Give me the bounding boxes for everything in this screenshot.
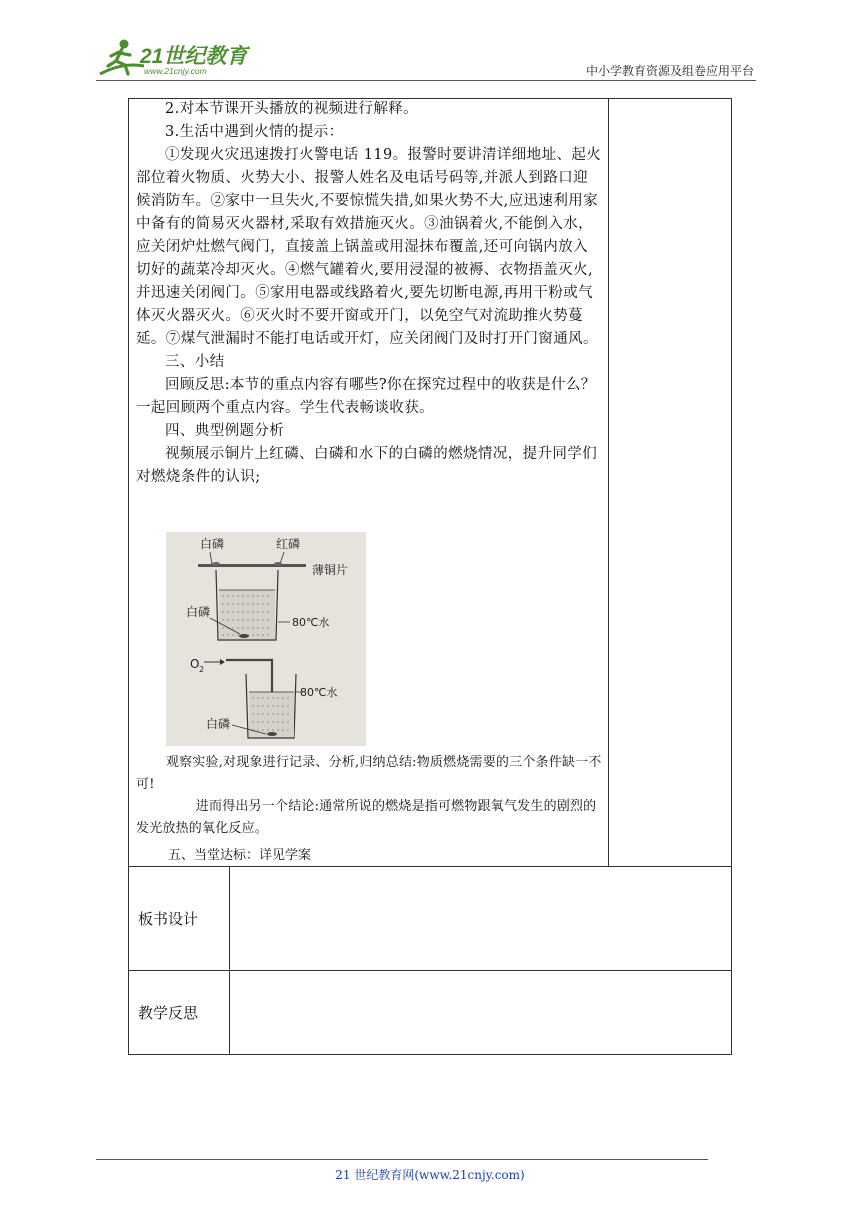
platform-name: 中小学教育资源及组卷应用平台 bbox=[585, 64, 754, 78]
paragraph: 回顾反思:本节的重点内容有哪些?你在探究过程中的收获是什么？一起回顾两个重点内容。学生代表畅谈收获。 bbox=[136, 377, 596, 416]
column-divider bbox=[229, 866, 230, 1055]
figure-label: 80℃水 bbox=[292, 616, 330, 629]
figure-label: 红磷 bbox=[276, 537, 301, 551]
figure-label: 白磷 bbox=[200, 537, 225, 551]
figure-label: O bbox=[190, 657, 200, 671]
figure-label: 薄铜片 bbox=[312, 563, 349, 577]
site-logo bbox=[92, 36, 262, 80]
header-divider bbox=[96, 80, 756, 81]
figure-label: 2 bbox=[199, 665, 205, 674]
paragraph: 观察实验,对现象进行记录、分析,归纳总结:物质燃烧需要的三个条件缺一不可! bbox=[136, 755, 602, 792]
reflection-label: 教学反思 bbox=[138, 1004, 199, 1022]
paragraph: 3.生活中遇到火情的提示： bbox=[165, 124, 344, 140]
paragraph: 进而得出另一个结论:通常所说的燃烧是指可燃物跟氧气发生的剧烈的发光放热的氧化反应。 bbox=[136, 799, 597, 836]
lesson-content bbox=[136, 98, 602, 489]
observation-text bbox=[136, 752, 606, 840]
row-divider bbox=[128, 970, 732, 971]
paragraph: ①发现火灾迅速拨打火警电话 119。报警时要讲清详细地址、起火部位着火物质、火势大小、报警人姓名及电话号码等,并派人到路口迎候消防车。②家中一旦失火,不要惊慌失措,如果火势不大,应迅速利用家中备有的简易灭火器材,采取有效措施灭火。③油锅着火,不能倒入水，应关闭炉灶燃气阀门，直接盖上锅盖或用湿抹布覆盖,还可向锅内放入切好的蔬菜冷却灭火。④燃气罐着火,要用浸湿的被褥、衣物捂盖灭火,并迅速关闭阀门。⑤家用电器或线路着火,要先切断电源,再用干粉或气体灭火器灭火。⑥灭火时不要开窗或开门，以免空气对流助推火势蔓延。⑦煤气泄漏时不能打电话或开灯，应关闭阀门及时打开门窗通风。 bbox=[136, 147, 602, 347]
figure-label: 80℃水 bbox=[300, 686, 338, 699]
section-heading: 四、典型例题分析 bbox=[165, 423, 285, 439]
experiment-figure bbox=[166, 532, 366, 746]
paragraph: 五、当堂达标：详见学案 bbox=[168, 848, 312, 863]
figure-label: 白磷 bbox=[206, 717, 231, 731]
paragraph: 视频展示铜片上红磷、白磷和水下的白磷的燃烧情况，提升同学们对燃烧条件的认识; bbox=[136, 446, 598, 485]
row-divider bbox=[128, 866, 732, 867]
board-design-label: 板书设计 bbox=[138, 910, 199, 928]
logo-url: www.21cnjy.com bbox=[144, 66, 207, 76]
footer-divider bbox=[96, 1159, 708, 1160]
section-heading: 三、小结 bbox=[165, 354, 225, 370]
figure-label: 白磷 bbox=[186, 605, 211, 619]
footer-link[interactable]: 21 世纪教育网(www.21cnjy.com) bbox=[335, 1168, 525, 1182]
paragraph: 2.对本节课开头播放的视频进行解释。 bbox=[165, 101, 419, 117]
logo-text: 21世纪教育 bbox=[140, 45, 248, 68]
